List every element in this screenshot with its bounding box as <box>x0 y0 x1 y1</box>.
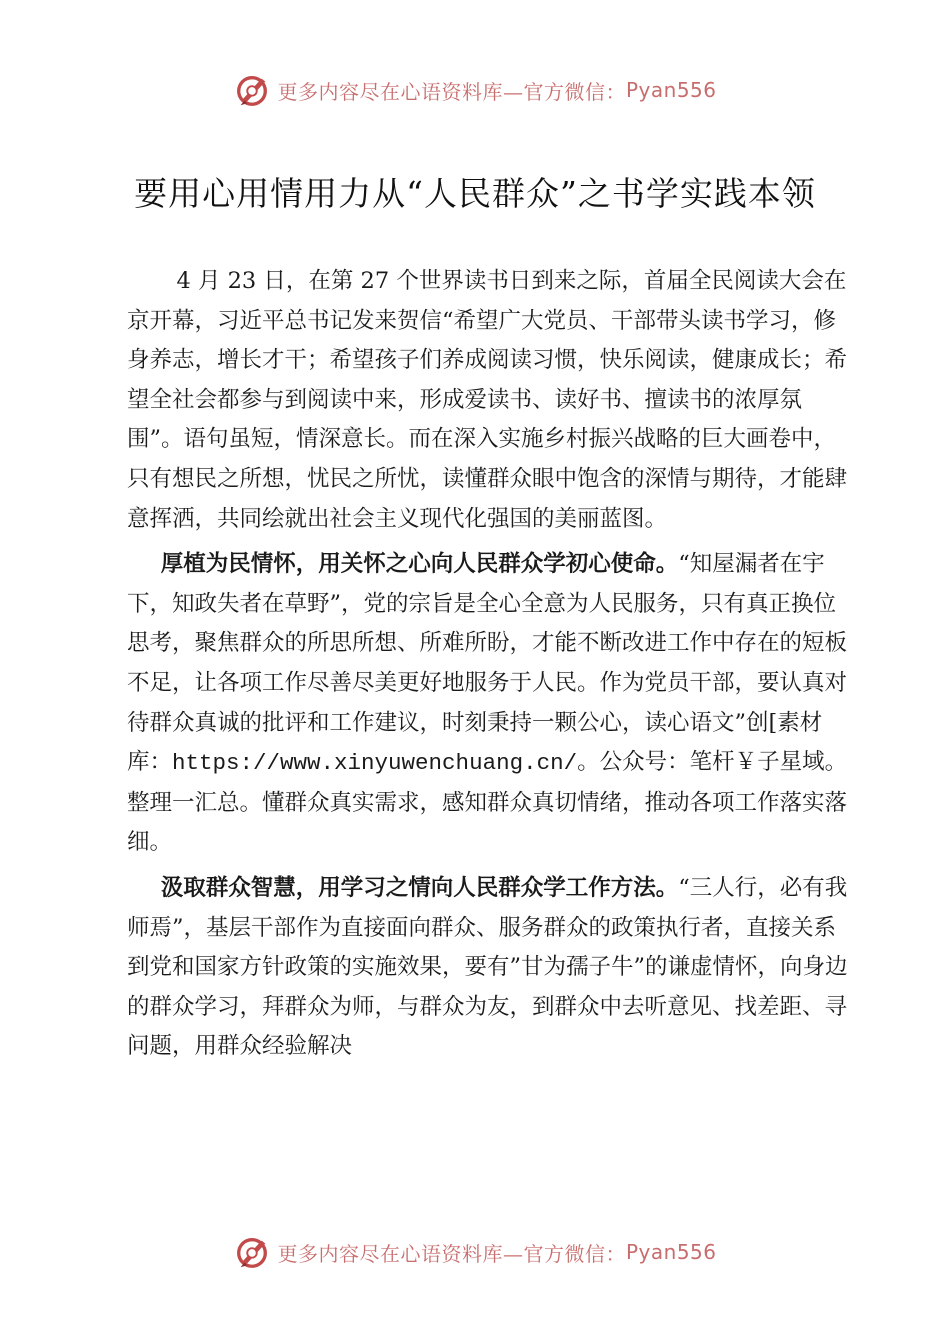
paragraph-3-lead: 汲取群众智慧，用学习之情向人民群众学工作方法。 <box>160 874 679 901</box>
paragraph-2 <box>127 545 857 863</box>
paragraph-2-url: https://www.xinyuwenchuang.cn/ <box>172 750 578 777</box>
pen-logo-icon <box>233 71 271 109</box>
banner-text: 更多内容尽在心语资料库—官方微信： <box>277 1241 626 1266</box>
banner-wechat-id: Pyan556 <box>625 1240 717 1264</box>
banner-wechat-id: Pyan556 <box>625 78 717 102</box>
document-body <box>127 262 857 1073</box>
paragraph-3 <box>127 869 857 1067</box>
banner-text: 更多内容尽在心语资料库—官方微信： <box>277 79 626 104</box>
paragraph-3-text: “三人行，必有我师焉”，基层干部作为直接面向群众、服务群众的政策执行者，直接关系到党和国家方针政策的实施效果，要有”甘为孺子牛”的谦虚情怀，向身边的群众学习，拜群众为师，与群众为友，到群众中去听意见、找差距、寻问题，用群众经验解决 <box>127 874 848 1060</box>
pen-logo-icon <box>233 1233 271 1271</box>
paragraph-2-text: “知屋漏者在宇下，知政失者在草野”，党的宗旨是全心全意为人民服务，只有真正换位思考，聚焦群众的所思所想、所难所盼，才能不断改进工作中存在的短板不足，让各项工作尽善尽美更好地服务于人民。作为党员干部，要认真对待群众真诚的批评和工作建议，时刻秉持一颗公心，读心语文”创[素材库： <box>127 551 848 776</box>
header-watermark-banner <box>0 68 950 112</box>
document-title: 要用心用情用力从“人民群众”之书学实践本领 <box>134 174 816 213</box>
paragraph-1-text: 4 月 23 日，在第 27 个世界读书日到来之际，首届全民阅读大会在京开幕，习近平总书记发来贺信“希望广大党员、干部带头读书学习，修身养志，增长才干；希望孩子们养成阅读习惯，快乐阅读，健康成长；希望全社会都参与到阅读中来，形成爱读书、读好书、擅读书的浓厚氛围”。语句虽短，情深意长。而在深入实施乡村振兴战略的巨大画卷中，只有想民之所想，忧民之所忧，读懂群众眼中饱含的深情与期待，才能肆意挥洒，共同绘就出社会主义现代化强国的美丽蓝图。 <box>127 268 848 532</box>
footer-watermark-banner <box>0 1230 950 1274</box>
paragraph-2-lead: 厚植为民情怀，用关怀之心向人民群众学初心使命。 <box>160 551 679 578</box>
paragraph-2-tail: 。公众号：笔杆￥子星域。整理一汇总。懂群众真实需求，感知群众真切情绪，推动各项工作落实落细。 <box>127 749 848 856</box>
paragraph-1 <box>127 262 857 539</box>
